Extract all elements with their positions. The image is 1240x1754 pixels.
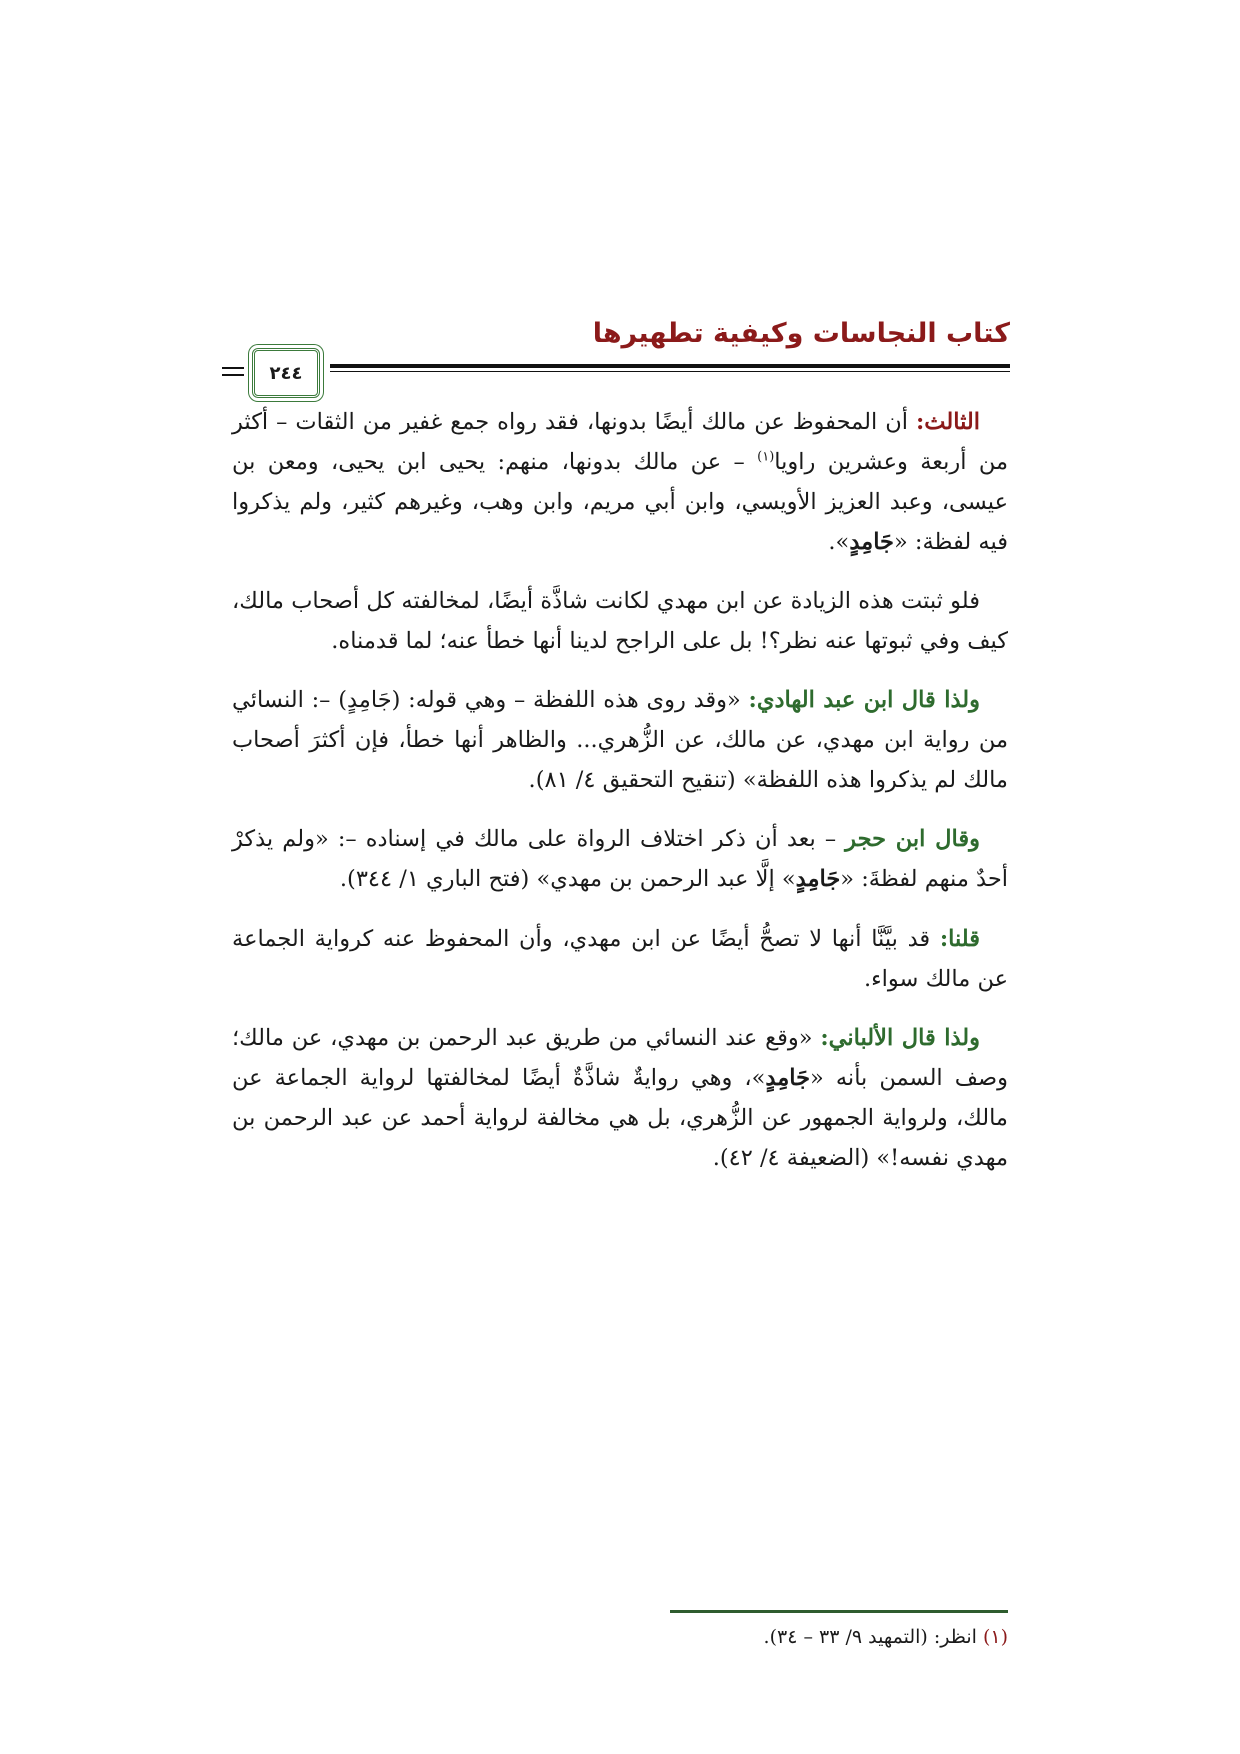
header-rule-left bbox=[222, 374, 244, 376]
paragraph-text: – عن مالك بدونها، منهم: يحيى ابن يحيى، ومعن بن عيسى، وعبد العزيز الأويسي، وابن أبي مريم، وابن وهب، وغيرهم كثير، ولم يذكروا فيه لفظة: « bbox=[232, 449, 1008, 556]
footnote-text: انظر: (التمهيد ٩/ ٣٣ – ٣٤). bbox=[763, 1626, 983, 1648]
paragraph bbox=[232, 581, 1008, 661]
footnote bbox=[764, 1626, 1008, 1648]
bold-word: جَامِدٍ bbox=[765, 1064, 811, 1091]
paragraph-text: ». bbox=[828, 529, 850, 556]
paragraph-lead: وقال ابن حجر bbox=[845, 826, 981, 853]
paragraph-text: «وقد روى هذه اللفظة – وهي قوله: (جَامِدٍ) –: النسائي من رواية ابن مهدي، عن مالك، عن الزُّهري... والظاهر أنها خطأ، فإن أكثرَ أصحاب مالك لم يذكروا هذه اللفظة» (تنقيح التحقيق ٤/ ٨١). bbox=[232, 687, 1008, 794]
header-rule-left bbox=[222, 367, 244, 369]
paragraph-text: «وقع عند النسائي من طريق عبد الرحمن بن مهدي، عن مالك؛ وصف السمن بأنه « bbox=[232, 1024, 1008, 1091]
paragraph-lead: الثالث: bbox=[915, 409, 980, 435]
paragraph-lead: ولذا قال الألباني: bbox=[820, 1024, 980, 1051]
paragraph-text: أن المحفوظ عن مالك أيضًا بدونها، فقد رواه جمع غفير من الثقات – أكثر من أربعة وعشرين راويا bbox=[232, 409, 1008, 476]
paragraph-lead: قلنا: bbox=[939, 925, 980, 952]
paragraph-text: »، وهي روايةٌ شاذَّةٌ أيضًا لمخالفتها لرواية الجماعة عن مالك، ولرواية الجمهور عن الزُّهري، بل هي مخالفة لرواية أحمد عن عبد الرحمن بن مهدي نفسه!» (الضعيفة ٤/ ٤٢). bbox=[232, 1064, 1008, 1171]
footnote-ref[interactable]: (١) bbox=[757, 449, 775, 465]
page-number-badge bbox=[252, 348, 320, 398]
footnote-rule bbox=[670, 1610, 1008, 1613]
bold-word: جَامِدٍ bbox=[795, 866, 841, 893]
header-rule-thick bbox=[330, 364, 1010, 368]
page-number: ٢٤٤ bbox=[269, 362, 303, 384]
paragraph-text: – بعد أن ذكر اختلاف الرواة على مالك في إسناده –: «ولم يذكرْ أحدٌ منهم لفظةَ: « bbox=[232, 826, 1008, 893]
header-rule-thin bbox=[330, 371, 1010, 372]
page-header bbox=[230, 318, 1010, 388]
paragraph bbox=[232, 402, 1008, 562]
paragraph bbox=[232, 680, 1008, 800]
bold-word: جَامِدٍ bbox=[849, 529, 894, 556]
paragraph-text: » إلَّا عبد الرحمن بن مهدي» (فتح الباري ١/ ٣٤٤). bbox=[339, 866, 796, 893]
page-body bbox=[232, 402, 1008, 1197]
paragraph bbox=[232, 1018, 1008, 1178]
paragraph-lead: ولذا قال ابن عبد الهادي: bbox=[748, 687, 980, 714]
paragraph-text: فلو ثبتت هذه الزيادة عن ابن مهدي لكانت شاذَّة أيضًا، لمخالفته كل أصحاب مالك، كيف وفي ثبوتها عنه نظر؟! بل على الراجح لدينا أنها خطأ عنه؛ لما قدمناه. bbox=[232, 588, 1008, 655]
paragraph bbox=[232, 819, 1008, 899]
paragraph-text: قد بيَّنَّا أنها لا تصحُّ أيضًا عن ابن مهدي، وأن المحفوظ عنه كرواية الجماعة عن مالك سواء. bbox=[232, 925, 1008, 992]
paragraph bbox=[232, 919, 1008, 999]
footnote-number: (١) bbox=[982, 1626, 1008, 1648]
book-title: كتاب النجاسات وكيفية تطهيرها bbox=[592, 318, 1010, 349]
